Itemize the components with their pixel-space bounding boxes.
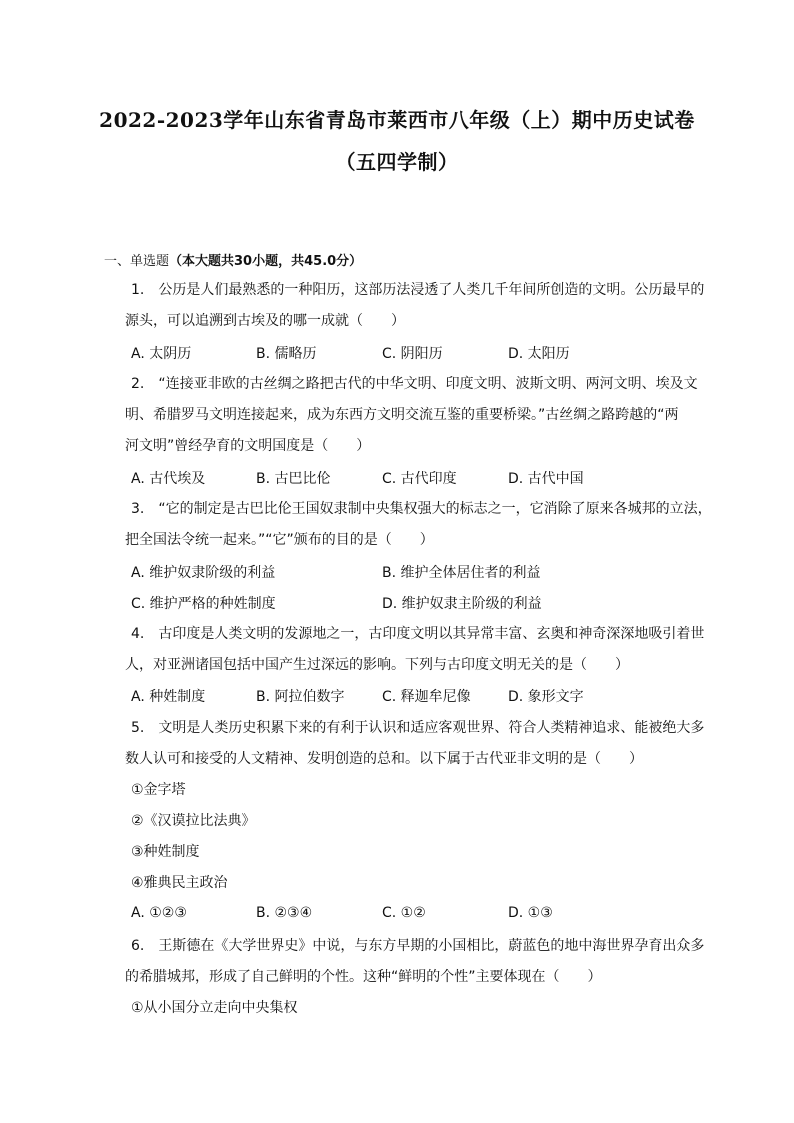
q5-option-d: D. ①③ [508,905,553,921]
q4-option-b: B. 阿拉伯数字 [256,689,345,705]
q5-item-2: ②《汉谟拉比法典》 [131,813,256,829]
q5-item-3: ③种姓制度 [131,844,200,860]
q5-option-b: B. ②③④ [256,905,313,921]
q2-option-d: D. 古代中国 [508,471,584,487]
q1-option-c: C. 阴阳历 [382,346,443,362]
question-2-line-3: 河文明”曾经孕育的文明国度是（ ） [125,438,371,454]
q4-option-d: D. 象形文字 [508,689,584,705]
question-4-line-2: 人，对亚洲诸国包括中国产生过深远的影响。下列与古印度文明无关的是（ ） [125,657,629,673]
q3-option-c: C. 维护严格的种姓制度 [131,596,276,612]
section-label: 一、单选题 [104,254,170,269]
q3-option-b: B. 维护全体居住者的利益 [382,565,541,581]
exam-title: 2022-2023学年山东省青岛市莱西市八年级（上）期中历史试卷 [99,108,695,132]
question-2-line-2: 明、希腊罗马文明连接起来，成为东西方文明交流互鉴的重要桥梁。”古丝绸之路跨越的“两 [125,407,679,423]
section-info: （本大题共30小题，共45.0分） [169,254,363,269]
section-heading [104,250,362,269]
q1-option-d: D. 太阳历 [508,346,570,362]
question-5-line-1: 5. 文明是人类历史积累下来的有利于认识和适应客观世界、符合人类精神追求、能被绝大多 [131,720,705,736]
question-2-line-1: 2. “连接亚非欧的古丝绸之路把古代的中华文明、印度文明、波斯文明、两河文明、埃及文 [131,376,698,392]
question-3-line-1: 3. “它的制定是古巴比伦王国奴隶制中央集权强大的标志之一，它消除了原来各城邦的立法， [131,501,712,517]
q4-option-a: A. 种姓制度 [131,689,206,705]
question-6-line-2: 的希腊城邦，形成了自己鲜明的个性。这种“鲜明的个性”主要体现在（ ） [125,969,602,985]
q1-option-a: A. 太阴历 [131,346,192,362]
q2-option-a: A. 古代埃及 [131,471,206,487]
q4-option-c: C. 释迦牟尼像 [382,689,471,705]
q5-option-a: A. ①②③ [131,905,187,921]
q3-option-d: D. 维护奴隶主阶级的利益 [382,596,542,612]
q3-option-a: A. 维护奴隶阶级的利益 [131,565,276,581]
question-3-line-2: 把全国法令统一起来。”“它”颁布的目的是（ ） [125,532,434,548]
q5-item-4: ④雅典民主政治 [131,875,228,891]
question-1-line-2: 源头，可以追溯到古埃及的哪一成就（ ） [125,313,405,329]
exam-subtitle: （五四学制） [335,150,459,174]
q1-option-b: B. 儒略历 [256,346,317,362]
q6-item-1: ①从小国分立走向中央集权 [131,1000,298,1016]
question-6-line-1: 6. 王斯德在《大学世界史》中说，与东方早期的小国相比，蔚蓝色的地中海世界孕育出众多 [131,938,705,954]
q2-option-c: C. 古代印度 [382,471,457,487]
question-4-line-1: 4. 古印度是人类文明的发源地之一，古印度文明以其异常丰富、玄奥和神奇深深地吸引着世 [131,626,705,642]
q2-option-b: B. 古巴比伦 [256,471,331,487]
question-1-line-1: 1. 公历是人们最熟悉的一种阳历，这部历法浸透了人类几千年间所创造的文明。公历最早的 [131,282,705,298]
question-5-line-2: 数人认可和接受的人文精神、发明创造的总和。以下属于古代亚非文明的是（ ） [125,751,643,767]
q5-option-c: C. ①② [382,905,426,921]
q5-item-1: ①金字塔 [131,782,186,798]
